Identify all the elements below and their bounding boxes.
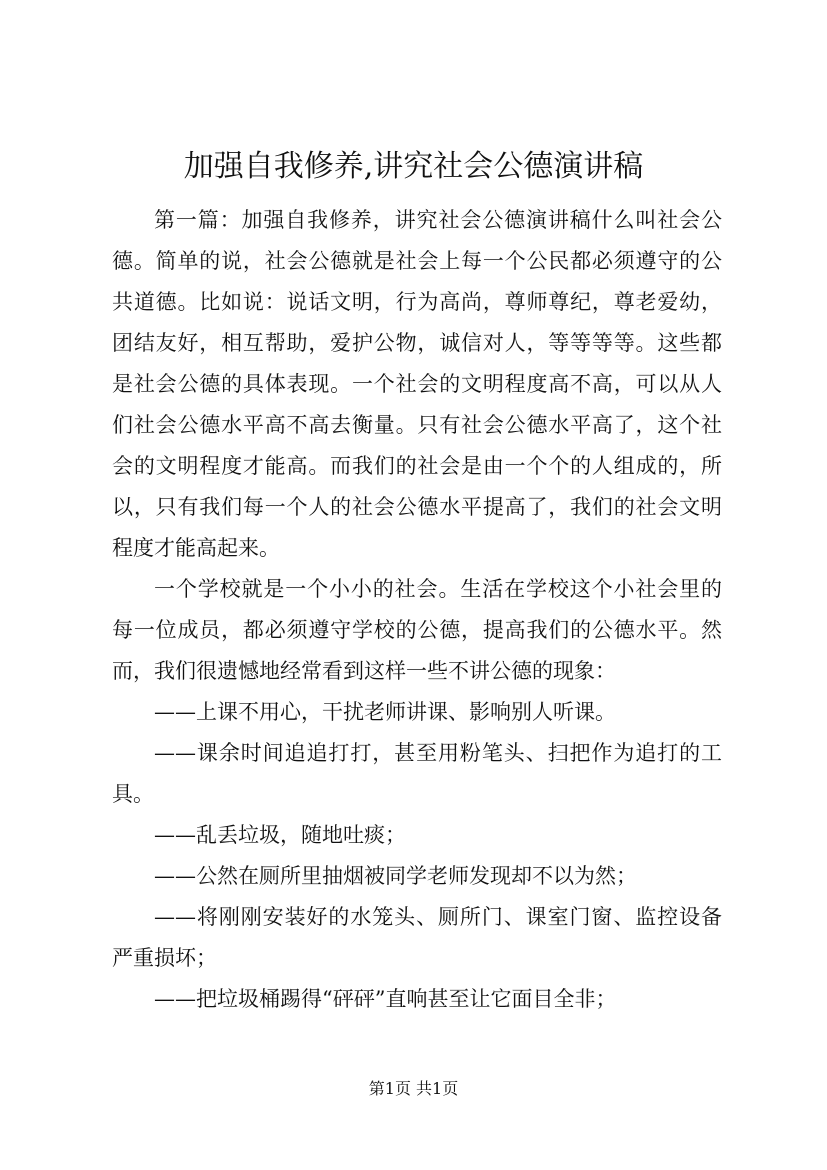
- paragraph-line: 德。简单的说，社会公德就是社会上每一个公民都必须遵守的公: [112, 249, 722, 273]
- document-title: 加强自我修养,讲究社会公德演讲稿: [183, 149, 644, 184]
- paragraph-line: 会的文明程度才能高。而我们的社会是由一个个的人组成的，所: [112, 454, 722, 478]
- paragraph-line: 第一篇：加强自我修养，讲究社会公德演讲稿什么叫社会公: [154, 208, 722, 232]
- paragraph-line: ——乱丢垃圾，随地吐痰；: [154, 823, 406, 847]
- paragraph-line: 一个学校就是一个小小的社会。生活在学校这个小社会里的: [154, 577, 722, 601]
- paragraph-line: 共道德。比如说：说话文明，行为高尚，尊师尊纪，尊老爱幼，: [112, 290, 722, 314]
- paragraph-line: ——把垃圾桶踢得“砰砰”直响甚至让它面目全非；: [154, 987, 617, 1011]
- paragraph-line: ——将刚刚安装好的水笼头、厕所门、课室门窗、监控设备: [154, 905, 722, 929]
- paragraph-line: 以，只有我们每一个人的社会公德水平提高了，我们的社会文明: [112, 495, 722, 519]
- paragraph-line: 而，我们很遗憾地经常看到这样一些不讲公德的现象：: [112, 659, 616, 683]
- paragraph-line: 们社会公德水平高不高去衡量。只有社会公德水平高了，这个社: [112, 413, 722, 437]
- paragraph-line: 严重损坏；: [112, 946, 217, 970]
- page-footer: 第1页 共1页: [368, 1079, 459, 1098]
- paragraph-line: ——课余时间追追打打，甚至用粉笔头、扫把作为追打的工: [154, 741, 722, 765]
- paragraph-line: ——上课不用心，干扰老师讲课、影响别人听课。: [154, 700, 616, 724]
- paragraph-line: 团结友好，相互帮助，爱护公物，诚信对人，等等等等。这些都: [112, 331, 722, 355]
- paragraph-line: 是社会公德的具体表现。一个社会的文明程度高不高，可以从人: [112, 372, 722, 396]
- paragraph-line: 每一位成员，都必须遵守学校的公德，提高我们的公德水平。然: [112, 618, 722, 642]
- paragraph-line: 程度才能高起来。: [112, 536, 280, 560]
- paragraph-line: ——公然在厕所里抽烟被同学老师发现却不以为然；: [154, 864, 637, 888]
- paragraph-line: 具。: [112, 782, 154, 806]
